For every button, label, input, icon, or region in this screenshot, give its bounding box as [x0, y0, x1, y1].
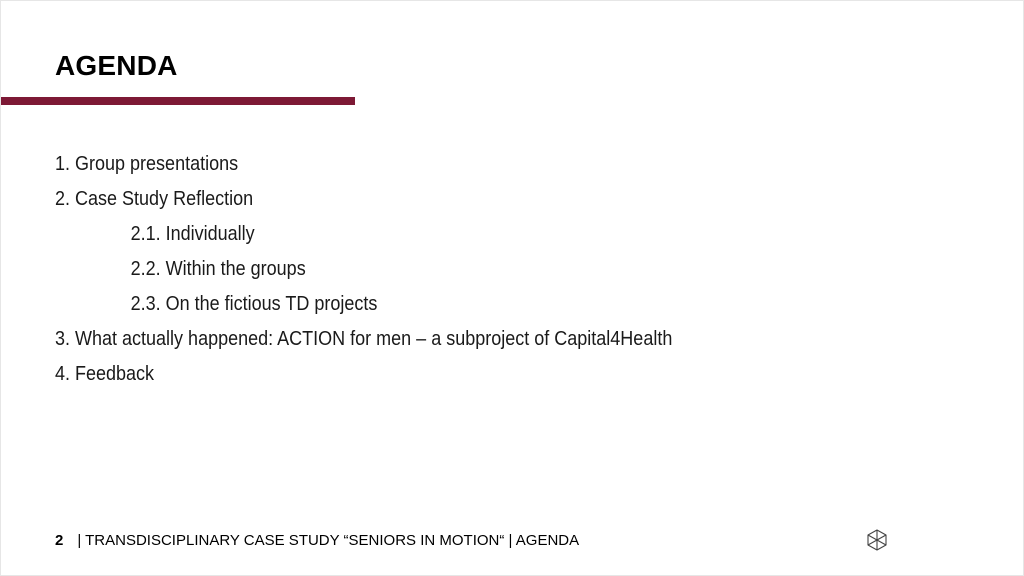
agenda-subitem-2-2: 2.2. Within the groups	[130, 258, 306, 280]
slide-footer	[55, 532, 579, 549]
agenda-item-2: 2. Case Study Reflection	[55, 188, 254, 210]
agenda-item-3: 3. What actually happened: ACTION for men – a subproject of Capital4Health	[55, 328, 673, 350]
agenda-subitem-2-1: 2.1. Individually	[130, 223, 255, 245]
slide-title: AGENDA	[55, 50, 178, 81]
page-number: 2	[55, 532, 64, 549]
title-accent-bar	[1, 97, 355, 105]
agenda-list	[55, 147, 741, 392]
footer-text: | TRANSDISCIPLINARY CASE STUDY “SENIORS IN MOTION“ | AGENDA	[77, 532, 580, 549]
agenda-item-4: 4. Feedback	[55, 363, 155, 385]
agenda-subitem-2-3: 2.3. On the fictious TD projects	[130, 293, 378, 315]
agenda-item-1: 1. Group presentations	[55, 153, 239, 175]
hexagon-cube-icon	[865, 528, 889, 552]
